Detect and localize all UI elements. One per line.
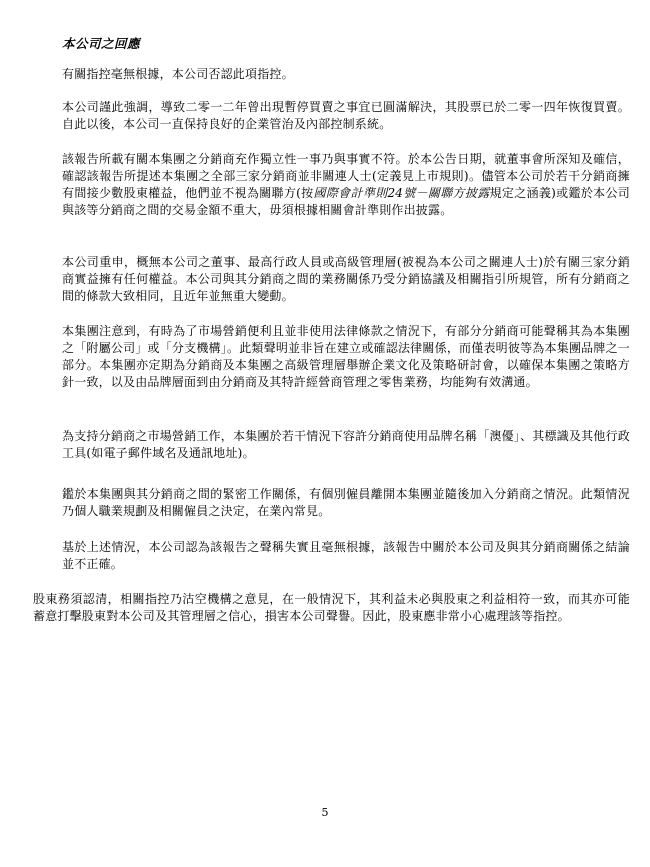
paragraph-distributor-independence-text-a: 該報告所載有關本集團之分銷商充作獨立性一事乃與事實不符。於本公告日期，就董事會所深知及確信，確認該報告所提述本集團之全部三家分銷商並非關連人士(定義見上市規則)。儘管本公司於若干分銷商擁有間接少數股東權益，他們並不視為關聯方(按 xyxy=(62,152,630,200)
paragraph-brand-usage: 為支持分銷商之市場營銷工作，本集團於若干情況下容許分銷商使用品牌名稱「澳優」、其標識及其他行政工具(如電子郵件域名及通訊地址)。 xyxy=(62,429,630,460)
paragraph-denial: 有關指控毫無根據，本公司否認此項指控。 xyxy=(62,67,294,81)
paragraph-conclusion: 基於上述情況，本公司認為該報告之聲稱失實且毫無根據，該報告中關於本公司及與其分銷商關係之結論並不正確。 xyxy=(62,540,630,571)
paragraph-distributor-independence xyxy=(62,151,630,219)
paragraph-employees: 鑑於本集團與其分銷商之間的緊密工作關係，有個別僱員離開本集團並隨後加入分銷商之情況。此類情況乃個人職業規劃及相關僱員之決定，在業內常見。 xyxy=(62,487,630,518)
paragraph-trading-resumption: 本公司謹此強調，導致二零一二年曾出現暫停買賣之事宜已圓滿解決，其股票已於二零一四年恢復買賣。自此以後，本公司一直保持良好的企業管治及內部控制系統。 xyxy=(62,100,630,131)
paragraph-distributor-independence-text-c: 規定之涵義)或鑑於本公司與該等分銷商之間的交易金額不重大，毋須根據相關會計準則作出披露。 xyxy=(62,186,631,217)
accounting-standard-reference: 國際會計準則24號－關聯方披露 xyxy=(313,186,490,200)
paragraph-no-interest: 本公司重申，概無本公司之董事、最高行政人員或高級管理層(被視為本公司之關連人士)於有關三家分銷商實益擁有任何權益。本公司與其分銷商之間的業務關係乃受分銷協議及相關指引所規管，所有分銷商之間的條款大致相同，且近年並無重大變動。 xyxy=(62,255,630,303)
section-heading: 本公司之回應 xyxy=(62,36,141,51)
paragraph-marketing-statements: 本集團注意到，有時為了市場營銷便利且並非使用法律條款之情況下，有部分分銷商可能聲稱其為本集團之「附屬公司」或「分支機構」。此類聲明並非旨在建立或確認法律關係，而僅表明彼等為本集團品牌之一部分。本集團亦定期為分銷商及本集團之高級管理層舉辦企業文化及策略研討會，以確保本集團之策略方針一致，以及由品牌層面到由分銷商及其特許經營商管理之零售業務，均能夠有效溝通。 xyxy=(62,324,630,389)
paragraph-shareholder-caution: 股東務須認清，相關指控乃沽空機構之意見，在一般情況下，其利益未必與股東之利益相符一致，而其亦可能蓄意打擊股東對本公司及其管理層之信心，損害本公司聲譽。因此，股東應非常小心處理該等指控。 xyxy=(33,592,630,623)
page-number: 5 xyxy=(321,806,329,819)
